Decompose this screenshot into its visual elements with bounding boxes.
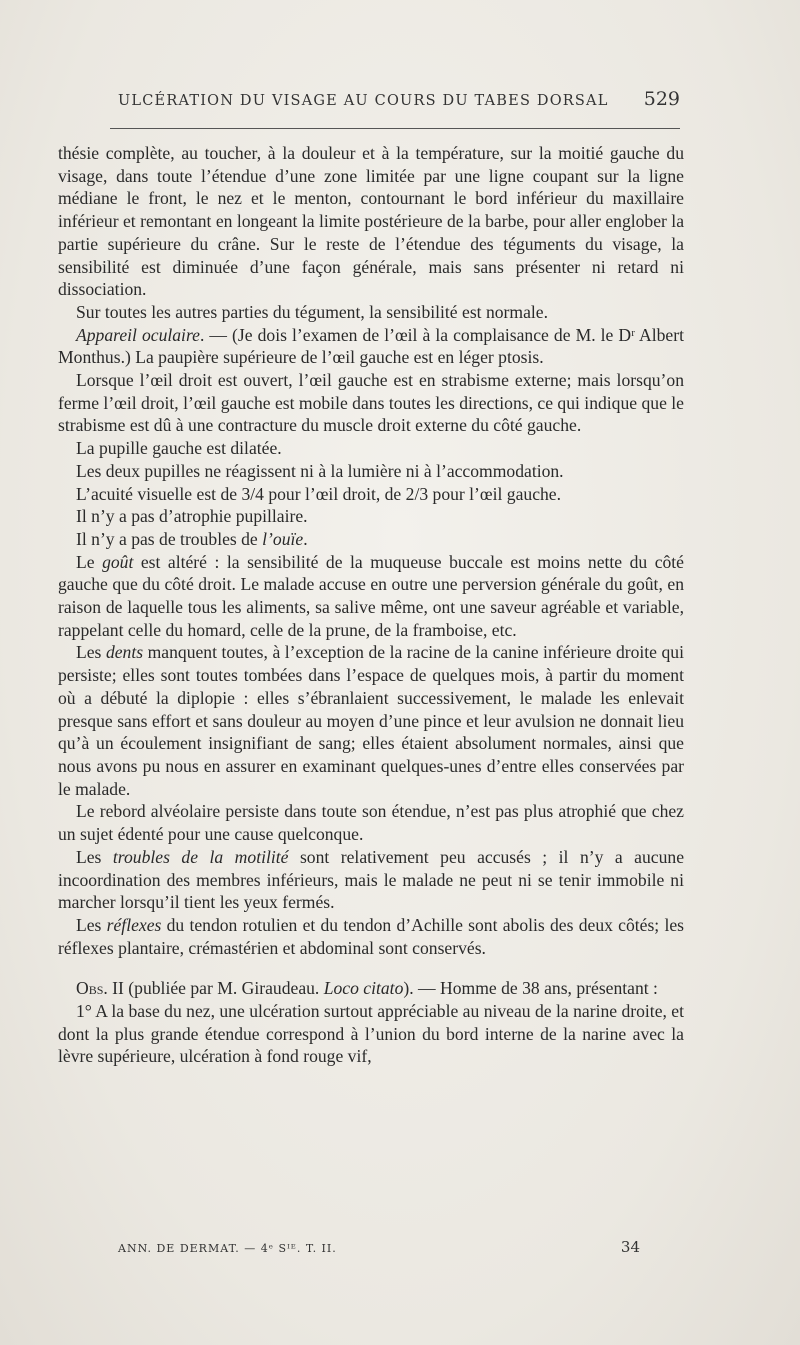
paragraph-13-text: sont relativement peu accusés ; il n’y a aucune incoordination des membres inférieurs, mais le malade ne peut ni se tenir immobile ni marcher lorsqu’il tient les yeux fermés.: [58, 846, 684, 913]
paragraph-7: L’acuité visuelle est de 3/4 pour l’œil droit, de 2/3 pour l’œil gauche.: [76, 483, 562, 504]
paragraph-1: thésie complète, au toucher, à la douleur et à la température, sur la moitié gauche du visage, dans toute l’étendue d’une zone limitée par une ligne coupant sur la ligne médiane le front, le nez et le menton, contournant le bord inférieur du maxillaire inférieur et remontant en longeant la limite postérieure de la barbe, pour aller englober la partie supérieure du crâne. Sur le reste de l’étendue des téguments du visage, la sensibilité est diminuée d’une façon générale, mais sans présenter ni retard ni dissociation.: [58, 143, 684, 300]
paragraph-3: [58, 324, 684, 369]
paragraph-16: 1° A la base du nez, une ulcération surtout appréciable au niveau de la narine droite, et dont la plus grande étendue correspond à l’union du bord interne de la narine avec la lèvre supérieure, ulcération à fond rouge vif,: [58, 1001, 684, 1067]
paragraph-11: [58, 641, 684, 800]
paragraph-8: Il n’y a pas d’atrophie pupillaire.: [76, 506, 308, 527]
observation-label: Obs. II: [76, 978, 124, 999]
heading-appareil-oculaire: Appareil oculaire: [76, 324, 200, 345]
running-head: [118, 88, 680, 110]
header-rule: [110, 128, 680, 129]
term-loco-citato: Loco citato: [323, 978, 404, 999]
paragraph-15-text: (publiée par M. Giraudeau.: [123, 978, 324, 999]
paragraph-15-end: ). — Homme de 38 ans, présentant :: [403, 978, 658, 999]
page-number: 529: [643, 88, 680, 110]
running-title: ULCÉRATION DU VISAGE AU COURS DU TABES DORSAL: [118, 93, 609, 109]
paragraph-9: [58, 528, 684, 551]
paragraph-11-text: manquent toutes, à l’exception de la racine de la canine inférieure droite qui persiste; elles sont toutes tombées dans l’espace de quelques mois, à partir du moment où a débuté la diplopie : elles s’ébranlaient successivement, le malade les enlevait presque sans effort et sans douleur au moyen d’une pince et leur avulsion ne donnait lieu qu’à un écoulement insignifiant de sang; elles étaient absolument normales, ainsi que nous avons pu nous en assurer en examinant quelques-unes d’entre elles conservées par le malade.: [58, 642, 684, 799]
term-troubles-motilite: troubles de la motilité: [112, 846, 289, 867]
paragraph-13-start: Les: [76, 846, 113, 867]
paragraph-10-text: est altéré : la sensibilité de la muqueuse buccale est moins nette du côté gauche que du côté droit. Le malade accuse en outre une perversion générale du goût, en raison de laquelle tous les aliments, sa salive même, ont une saveur agréable et variable, rappelant celle du homard, celle de la prune, de la framboise, etc.: [58, 551, 684, 640]
journal-reference: ANN. DE DERMAT. — 4ᵉ Sᴵᴱ. T. II.: [118, 1242, 337, 1255]
paragraph-3-text: . — (Je dois l’examen de l’œil à la complaisance de M. le Dʳ Albert Monthus.) La paupière supérieure de l’œil gauche est en léger ptosis.: [58, 324, 684, 368]
term-gout: goût: [102, 551, 134, 572]
signature-mark: 34: [620, 1238, 640, 1256]
paragraph-9-end: .: [303, 528, 308, 549]
paragraph-10-start: Le: [76, 551, 103, 572]
paragraph-14: [58, 914, 684, 959]
term-dents: dents: [105, 642, 144, 663]
term-ouie: l’ouïe: [262, 528, 304, 549]
paragraph-5: La pupille gauche est dilatée.: [76, 438, 282, 459]
footer: [118, 1238, 640, 1256]
body-text: [58, 142, 684, 1068]
paragraph-14-text: du tendon rotulien et du tendon d’Achille sont abolis des deux côtés; les réflexes plantaire, crémastérien et abdominal sont conservés.: [58, 914, 684, 958]
paragraph-10: [58, 551, 684, 642]
paragraph-4: Lorsque l’œil droit est ouvert, l’œil gauche est en strabisme externe; mais lorsqu’on ferme l’œil droit, l’œil gauche est mobile dans toutes les directions, ce qui indique que le strabisme est dû à une contracture du muscle droit externe du côté gauche.: [58, 370, 684, 436]
paragraph-15: [58, 977, 684, 1000]
paragraph-6: Les deux pupilles ne réagissent ni à la lumière ni à l’accommodation.: [76, 460, 564, 481]
paragraph-11-start: Les: [76, 642, 106, 663]
paragraph-9-text: Il n’y a pas de troubles de: [76, 528, 263, 549]
term-reflexes: réflexes: [106, 914, 162, 935]
paragraph-14-start: Les: [76, 914, 107, 935]
paragraph-13: [58, 846, 684, 914]
paragraph-12: Le rebord alvéolaire persiste dans toute son étendue, n’est pas plus atrophié que chez un sujet édenté pour une cause quelconque.: [58, 801, 684, 845]
paragraph-2: Sur toutes les autres parties du tégument, la sensibilité est normale.: [76, 301, 548, 322]
